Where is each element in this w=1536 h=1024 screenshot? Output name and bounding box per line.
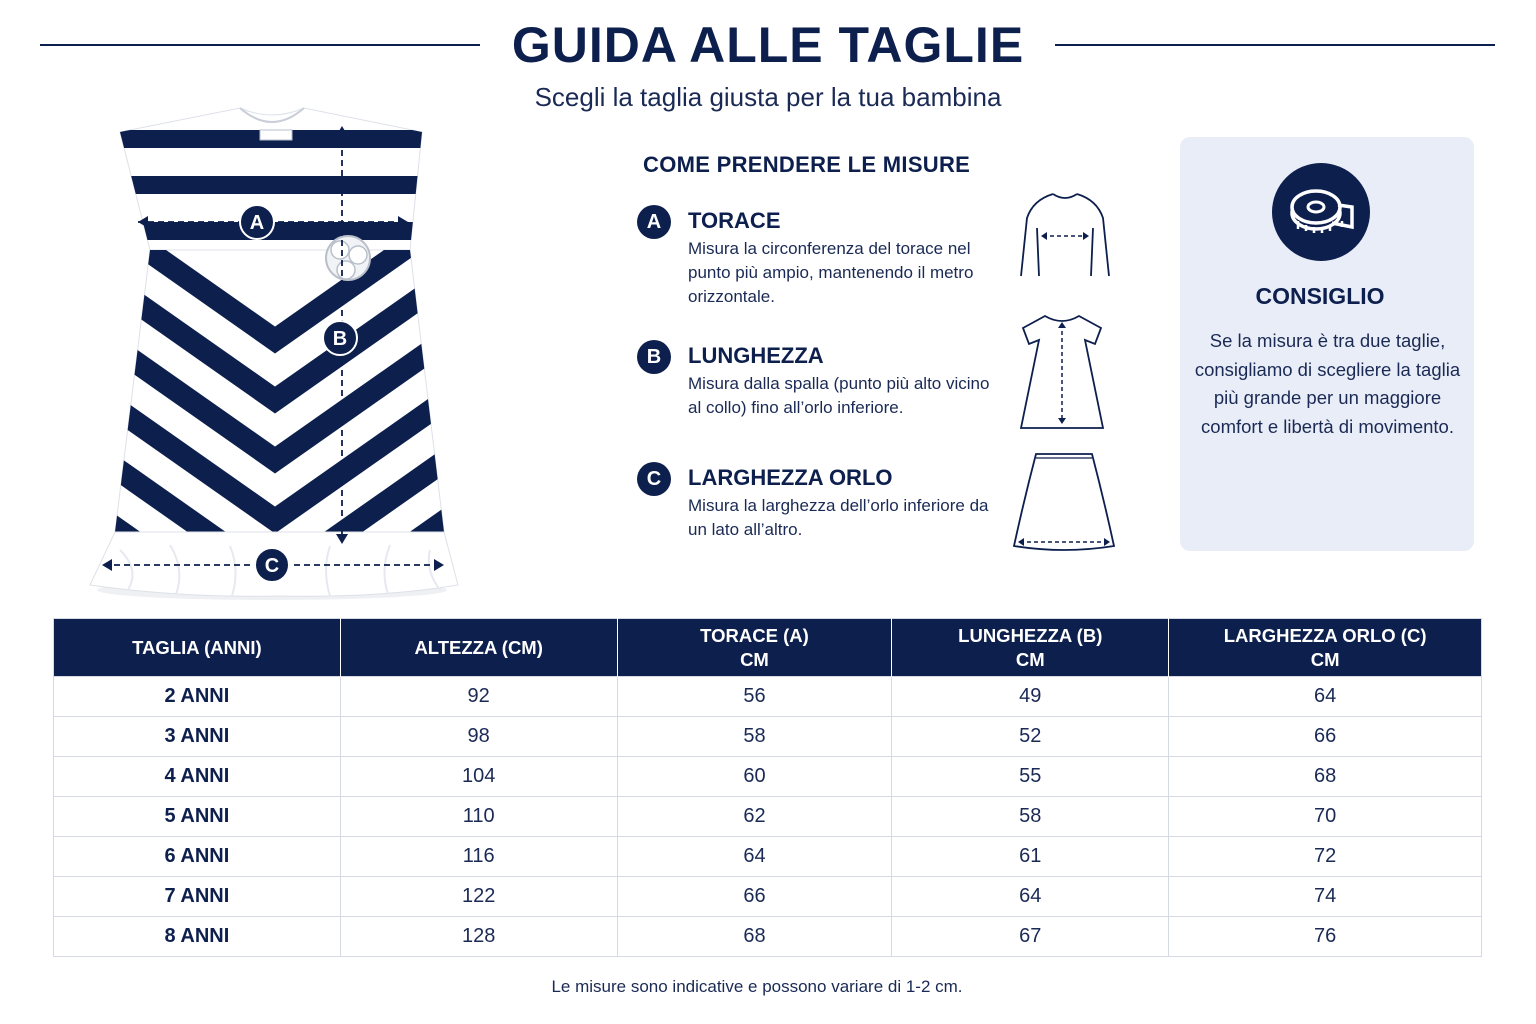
table-row [54,877,1482,917]
cell-size: 3 ANNI [54,717,341,757]
chest-sketch-icon [1015,188,1115,280]
cell-height: 110 [340,797,617,837]
cell-size: 2 ANNI [54,677,341,717]
step-badge-a: A [637,205,671,239]
cell-height: 116 [340,837,617,877]
cell-size: 6 ANNI [54,837,341,877]
cell-length: 61 [892,837,1169,877]
cell-height: 92 [340,677,617,717]
size-table [53,618,1482,957]
cell-chest: 58 [617,717,892,757]
dress-illustration [80,100,465,605]
step-title-hem-width: LARGHEZZA ORLO [688,465,893,490]
header-height: ALTEZZA (CM) [340,619,617,677]
step-desc-length: Misura dalla spalla (punto più alto vicino al collo) fino all’orlo inferiore. [688,374,990,417]
cell-length: 58 [892,797,1169,837]
cell-hem-width: 70 [1169,797,1482,837]
step-hem-width [637,462,997,552]
cell-size: 5 ANNI [54,797,341,837]
how-to-measure-title: COME PRENDERE LE MISURE [643,152,971,177]
cell-chest: 56 [617,677,892,717]
header-length: LUNGHEZZA (B) CM [892,619,1169,677]
svg-text:B: B [332,328,348,350]
cell-hem-width: 76 [1169,917,1482,957]
cell-height: 128 [340,917,617,957]
cell-size: 4 ANNI [54,757,341,797]
cell-chest: 62 [617,797,892,837]
step-badge-c: C [637,462,671,496]
step-length [637,340,997,430]
cell-hem-width: 74 [1169,877,1482,917]
cell-length: 52 [892,717,1169,757]
cell-size: 8 ANNI [54,917,341,957]
table-row [54,837,1482,877]
cell-size: 7 ANNI [54,877,341,917]
table-header-row [54,619,1482,677]
cell-chest: 60 [617,757,892,797]
table-row [54,917,1482,957]
step-chest [637,205,997,315]
dress-marker-b [323,321,357,355]
tip-title: CONSIGLIO [1255,283,1385,309]
svg-text:A: A [249,212,265,234]
cell-height: 98 [340,717,617,757]
step-title-length: LUNGHEZZA [688,343,824,368]
table-row [54,797,1482,837]
page-title: GUIDA ALLE TAGLIE [511,17,1025,73]
measuring-tape-icon [1272,163,1370,261]
cell-height: 104 [340,757,617,797]
table-row [54,717,1482,757]
length-sketch-icon [1015,312,1110,434]
cell-height: 122 [340,877,617,917]
cell-chest: 64 [617,837,892,877]
header-chest: TORACE (A) CM [617,619,892,677]
cell-hem-width: 68 [1169,757,1482,797]
cell-hem-width: 64 [1169,677,1482,717]
step-desc-chest: Misura la circonferenza del torace nel punto più ampio, mantenendo il metro orizzontale. [688,239,974,306]
cell-hem-width: 66 [1169,717,1482,757]
dress-marker-a [240,205,274,239]
cell-length: 49 [892,677,1169,717]
dress-marker-c [255,548,289,582]
cell-length: 64 [892,877,1169,917]
tip-box [1180,137,1474,551]
hem-sketch-icon [1010,450,1118,555]
table-row [54,757,1482,797]
table-row [54,677,1482,717]
step-badge-b: B [637,340,671,374]
step-title-chest: TORACE [688,208,781,233]
tip-text: Se la misura è tra due taglie, consigliamo di scegliere la taglia più grande per un maggiore comfort e libertà di movimento. [1194,330,1461,438]
cell-chest: 68 [617,917,892,957]
cell-length: 67 [892,917,1169,957]
cell-chest: 66 [617,877,892,917]
cell-length: 55 [892,757,1169,797]
svg-text:C: C [264,555,280,577]
page-subtitle: Scegli la taglia giusta per la tua bambina [534,82,1002,112]
cell-hem-width: 72 [1169,837,1482,877]
footnote: Le misure sono indicative e possono variare di 1-2 cm. [551,977,963,996]
header-size: TAGLIA (ANNI) [54,619,341,677]
step-desc-hem-width: Misura la larghezza dell’orlo inferiore da un lato all’altro. [688,496,989,539]
header-hem-width: LARGHEZZA ORLO (C) CM [1223,624,1427,670]
